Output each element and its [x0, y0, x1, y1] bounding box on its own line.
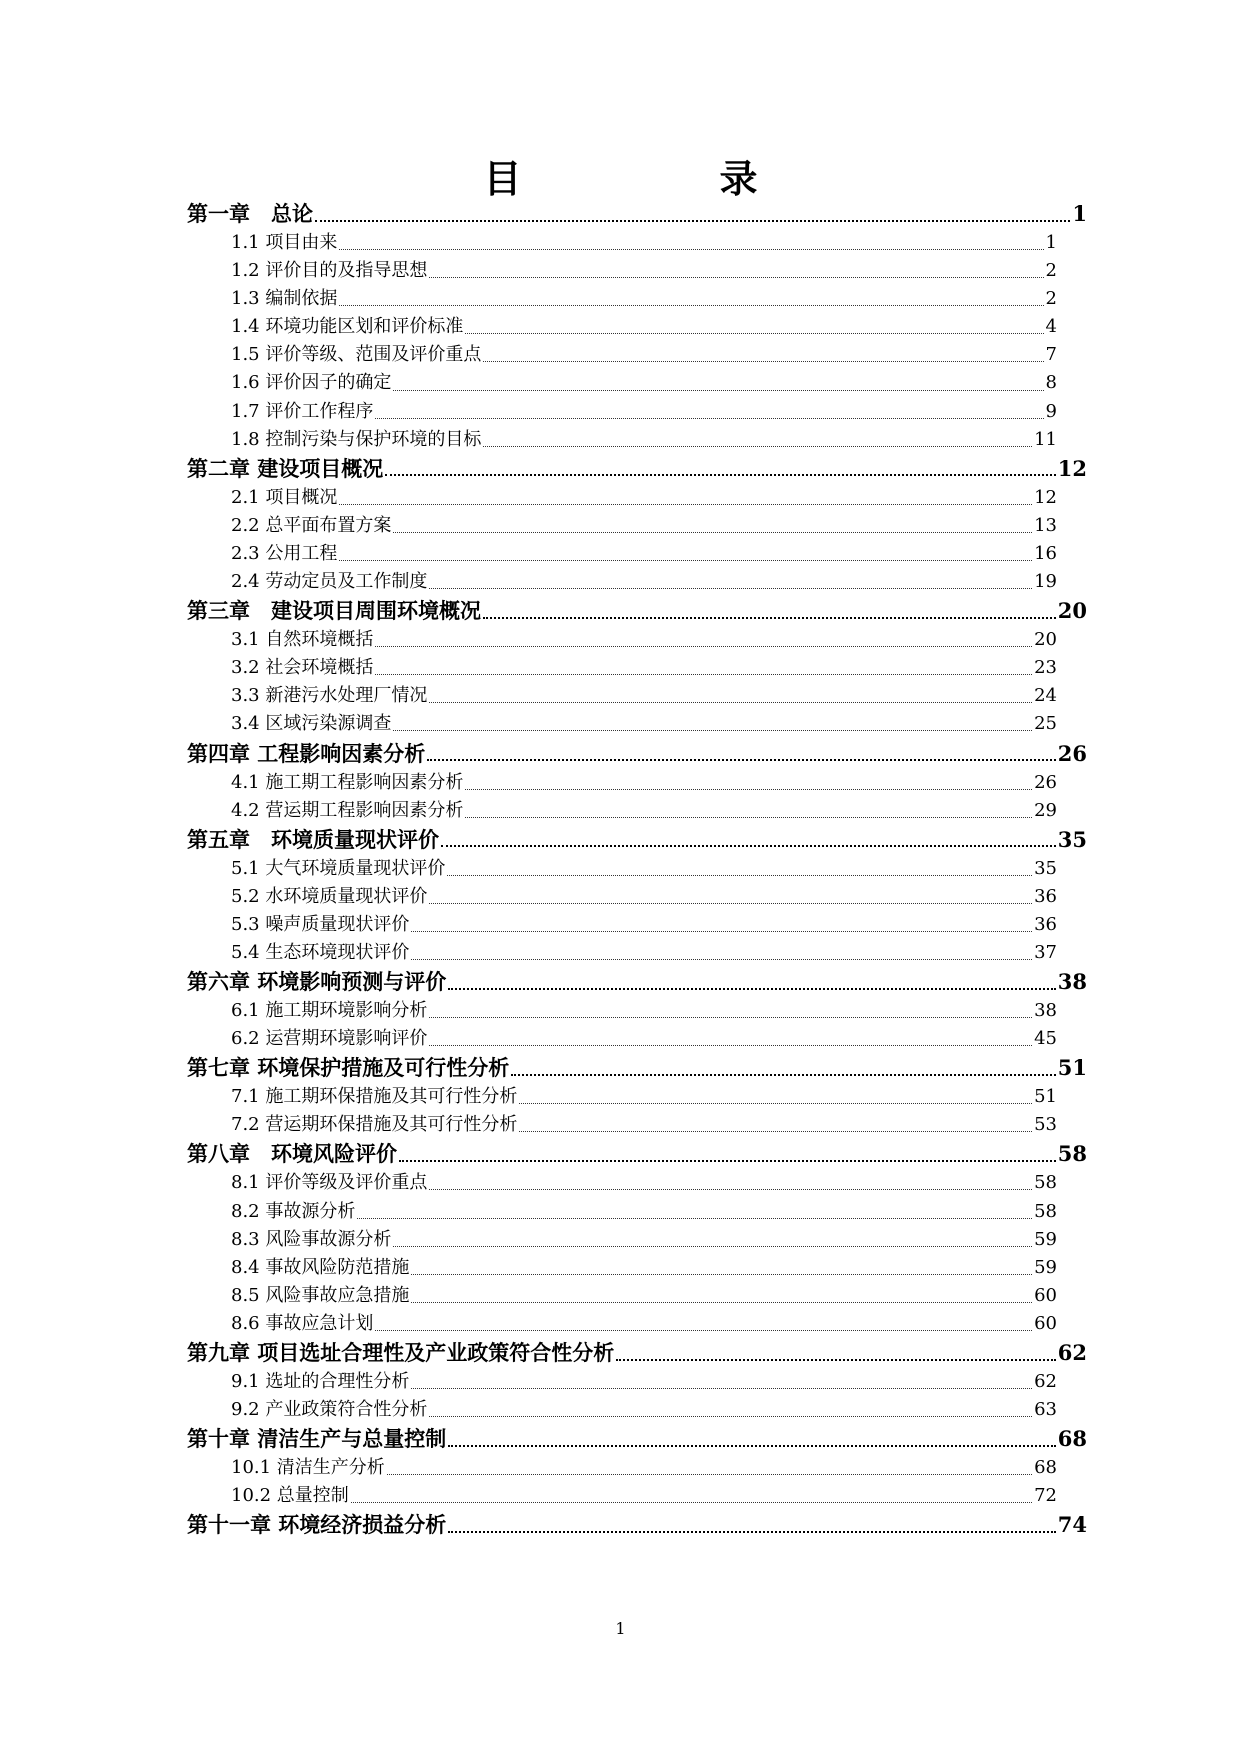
toc-dot-leader: [375, 645, 1032, 647]
toc-dot-leader: [429, 1188, 1032, 1190]
toc-entry-label: 7.1 施工期环保措施及其可行性分析: [231, 1086, 518, 1108]
toc-entry-page: 4: [1045, 316, 1057, 338]
toc-dot-leader: [429, 587, 1032, 589]
toc-dot-leader: [411, 930, 1032, 932]
toc-entry-label: 4.2 营运期工程影响因素分析: [231, 799, 464, 821]
toc-section-entry[interactable]: [187, 540, 1087, 568]
toc-dot-leader: [351, 1501, 1032, 1503]
toc-chapter-entry[interactable]: [187, 1424, 1087, 1454]
toc-dot-leader: [519, 1130, 1032, 1132]
toc-dot-leader: [429, 276, 1043, 278]
toc-dot-leader: [465, 332, 1043, 334]
toc-section-entry[interactable]: [187, 654, 1087, 682]
toc-dot-leader: [393, 531, 1032, 533]
toc-dot-leader: [315, 219, 1070, 222]
toc-dot-leader: [465, 788, 1032, 790]
toc-dot-leader: [385, 473, 1055, 476]
toc-dot-leader: [393, 729, 1032, 731]
toc-dot-leader: [375, 417, 1043, 419]
toc-entry-label: 1.2 评价目的及指导思想: [231, 260, 428, 282]
toc-entry-label: 5.1 大气环境质量现状评价: [231, 857, 446, 879]
toc-entry-page: 45: [1034, 1028, 1057, 1050]
toc-entry-page: 62: [1034, 1371, 1057, 1392]
toc-section-entry[interactable]: [187, 1111, 1087, 1139]
toc-entry-label: 9.2 产业政策符合性分析: [231, 1399, 428, 1421]
toc-dot-leader: [448, 1444, 1055, 1447]
toc-section-entry[interactable]: [187, 1310, 1087, 1338]
toc-section-entry[interactable]: [187, 855, 1087, 883]
toc-entry-page: 59: [1034, 1228, 1057, 1250]
toc-entry-label: 1.8 控制污染与保护环境的目标: [231, 428, 482, 450]
toc-entry-page: 12: [1034, 486, 1057, 508]
toc-section-entry[interactable]: [187, 997, 1087, 1025]
toc-section-entry[interactable]: [187, 1025, 1087, 1053]
toc-dot-leader: [339, 304, 1043, 306]
toc-section-entry[interactable]: [187, 1282, 1087, 1310]
toc-entry-label: 3.3 新港污水处理厂情况: [231, 685, 428, 707]
toc-dot-leader: [519, 1102, 1032, 1104]
toc-section-entry[interactable]: [187, 769, 1087, 797]
toc-entry-page: 72: [1034, 1485, 1057, 1507]
toc-chapter-entry[interactable]: [187, 454, 1087, 484]
toc-entry-label: 第九章 项目选址合理性及产业政策符合性分析: [187, 1341, 615, 1365]
toc-chapter-entry[interactable]: [187, 825, 1087, 855]
toc-entry-label: 1.7 评价工作程序: [231, 400, 374, 422]
toc-section-entry[interactable]: [187, 512, 1087, 540]
toc-entry-page: 7: [1045, 344, 1057, 366]
toc-entry-page: 63: [1034, 1399, 1057, 1421]
toc-dot-leader: [411, 1301, 1032, 1303]
toc-entry-label: 2.2 总平面布置方案: [231, 514, 392, 536]
toc-entry-label: 1.6 评价因子的确定: [231, 372, 392, 394]
toc-section-entry[interactable]: [187, 568, 1087, 596]
toc-dot-leader: [483, 445, 1032, 447]
toc-section-entry[interactable]: [187, 313, 1087, 341]
toc-dot-leader: [411, 1273, 1032, 1275]
toc-entry-page: 36: [1034, 913, 1057, 935]
toc-section-entry[interactable]: [187, 1396, 1087, 1424]
toc-entry-label: 6.2 运营期环境影响评价: [231, 1028, 428, 1050]
toc-dot-leader: [393, 1245, 1032, 1247]
toc-entry-label: 10.1 清洁生产分析: [231, 1457, 385, 1479]
toc-entry-label: 6.1 施工期环境影响分析: [231, 1000, 428, 1022]
toc-entry-label: 3.1 自然环境概括: [231, 629, 374, 651]
toc-chapter-entry[interactable]: [187, 739, 1087, 769]
toc-entry-page: 29: [1034, 799, 1057, 821]
toc-dot-leader: [448, 1530, 1055, 1533]
toc-chapter-entry[interactable]: [187, 1139, 1087, 1169]
toc-entry-page: 68: [1057, 1426, 1087, 1452]
toc-dot-leader: [387, 1473, 1032, 1475]
toc-section-entry[interactable]: [187, 797, 1087, 825]
toc-dot-leader: [429, 1016, 1032, 1018]
toc-dot-leader: [429, 902, 1032, 904]
toc-entry-label: 7.2 营运期环保措施及其可行性分析: [231, 1114, 518, 1136]
toc-section-entry[interactable]: [187, 883, 1087, 911]
toc-entry-page: 38: [1057, 969, 1087, 995]
toc-entry-label: 第二章 建设项目概况: [187, 456, 384, 481]
toc-entry-page: 2: [1045, 288, 1057, 310]
toc-section-entry[interactable]: [187, 939, 1087, 967]
toc-entry-page: 35: [1057, 826, 1087, 852]
toc-dot-leader: [616, 1358, 1055, 1361]
toc-entry-label: 8.4 事故风险防范措施: [231, 1256, 410, 1278]
toc-entry-page: 58: [1057, 1141, 1087, 1167]
toc-entry-label: 第五章 环境质量现状评价: [187, 827, 439, 852]
toc-entry-label: 8.1 评价等级及评价重点: [231, 1172, 428, 1194]
toc-entry-label: 第四章 工程影响因素分析: [187, 741, 426, 766]
toc-section-entry[interactable]: [187, 1083, 1087, 1111]
toc-entry-page: 37: [1034, 941, 1057, 963]
toc-entry-label: 第七章 环境保护措施及可行性分析: [187, 1056, 510, 1081]
toc-entry-page: 16: [1034, 542, 1057, 564]
toc-section-entry[interactable]: [187, 626, 1087, 654]
toc-entry-page: 58: [1034, 1200, 1057, 1222]
toc-dot-leader: [357, 1217, 1032, 1219]
toc-entry-label: 2.1 项目概况: [231, 486, 338, 508]
toc-chapter-entry[interactable]: [187, 596, 1087, 626]
page-number: 1: [615, 1619, 626, 1638]
toc-entry-label: 1.4 环境功能区划和评价标准: [231, 316, 464, 338]
toc-entry-page: 35: [1034, 857, 1057, 879]
toc-dot-leader: [429, 1044, 1032, 1046]
toc-entry-label: 5.4 生态环境现状评价: [231, 941, 410, 963]
toc-section-entry[interactable]: [187, 426, 1087, 454]
toc-entry-page: 74: [1057, 1512, 1087, 1538]
toc-dot-leader: [483, 616, 1056, 619]
toc-chapter-entry[interactable]: [187, 199, 1087, 229]
toc-entry-page: 1: [1045, 232, 1057, 253]
toc-entry-label: 8.2 事故源分析: [231, 1200, 356, 1222]
toc-section-entry[interactable]: [187, 484, 1087, 512]
toc-dot-leader: [483, 360, 1043, 362]
toc-entry-page: 53: [1034, 1114, 1057, 1136]
toc-section-entry[interactable]: [187, 1226, 1087, 1254]
toc-entry-page: 51: [1034, 1086, 1057, 1108]
toc-entry-label: 10.2 总量控制: [231, 1485, 349, 1507]
toc-entry-page: 19: [1034, 571, 1057, 593]
toc-entry-page: 51: [1057, 1055, 1087, 1081]
toc-entry-page: 11: [1034, 428, 1057, 450]
toc-dot-leader: [511, 1073, 1055, 1076]
toc-section-entry[interactable]: [187, 398, 1087, 426]
toc-chapter-entry[interactable]: [187, 1053, 1087, 1083]
toc-dot-leader: [393, 389, 1043, 391]
toc-dot-leader: [465, 816, 1032, 818]
toc-entry-page: 59: [1034, 1256, 1057, 1278]
toc-section-entry[interactable]: [187, 1198, 1087, 1226]
toc-section-entry[interactable]: [187, 710, 1087, 738]
toc-section-entry[interactable]: [187, 285, 1087, 313]
toc-section-entry[interactable]: [187, 229, 1087, 257]
toc-section-entry[interactable]: [187, 1454, 1087, 1482]
toc-entry-page: 20: [1034, 629, 1057, 651]
toc-entry-page: 20: [1057, 598, 1087, 624]
toc-entry-label: 2.3 公用工程: [231, 542, 338, 564]
toc-entry-page: 25: [1034, 713, 1057, 735]
toc-entry-label: 第十章 清洁生产与总量控制: [187, 1427, 447, 1452]
toc-dot-leader: [375, 1329, 1032, 1331]
toc-entry-page: 26: [1057, 740, 1087, 766]
toc-section-entry[interactable]: [187, 369, 1087, 397]
page-title: 目 录: [483, 157, 838, 201]
toc-section-entry[interactable]: [187, 341, 1087, 369]
toc-entry-label: 3.4 区域污染源调查: [231, 713, 392, 735]
toc-entry-label: 第一章 总论: [187, 202, 313, 226]
toc-chapter-entry[interactable]: [187, 967, 1087, 997]
toc-entry-page: 9: [1045, 400, 1057, 422]
toc-entry-label: 1.5 评价等级、范围及评价重点: [231, 344, 482, 366]
toc-entry-page: 36: [1034, 885, 1057, 907]
toc-entry-label: 1.3 编制依据: [231, 288, 338, 310]
toc-entry-label: 5.2 水环境质量现状评价: [231, 885, 428, 907]
toc-section-entry[interactable]: [187, 257, 1087, 285]
toc-entry-label: 第六章 环境影响预测与评价: [187, 970, 447, 995]
toc-entry-page: 8: [1045, 372, 1057, 394]
toc-dot-leader: [447, 874, 1032, 876]
toc-dot-leader: [427, 758, 1055, 761]
toc-section-entry[interactable]: [187, 1482, 1087, 1510]
toc-entry-label: 第三章 建设项目周围环境概况: [187, 599, 481, 624]
toc-chapter-entry[interactable]: [187, 1338, 1087, 1368]
toc-dot-leader: [399, 1159, 1056, 1162]
table-of-contents: [187, 199, 1087, 1540]
toc-entry-page: 2: [1045, 260, 1057, 282]
toc-dot-leader: [375, 673, 1032, 675]
toc-entry-label: 第十一章 环境经济损益分析: [187, 1513, 447, 1538]
toc-entry-page: 60: [1034, 1284, 1057, 1306]
toc-chapter-entry[interactable]: [187, 1510, 1087, 1540]
toc-entry-label: 8.5 风险事故应急措施: [231, 1284, 410, 1306]
toc-dot-leader: [411, 958, 1032, 960]
toc-entry-page: 24: [1034, 685, 1057, 707]
toc-entry-label: 4.1 施工期工程影响因素分析: [231, 771, 464, 793]
toc-entry-page: 26: [1034, 771, 1057, 793]
toc-dot-leader: [441, 844, 1056, 847]
toc-entry-label: 8.3 风险事故源分析: [231, 1228, 392, 1250]
toc-section-entry[interactable]: [187, 1169, 1087, 1197]
toc-entry-label: 第八章 环境风险评价: [187, 1142, 397, 1167]
toc-entry-label: 9.1 选址的合理性分析: [231, 1371, 410, 1392]
toc-dot-leader: [448, 987, 1055, 990]
toc-section-entry[interactable]: [187, 682, 1087, 710]
toc-entry-page: 62: [1057, 1340, 1087, 1365]
toc-entry-label: 8.6 事故应急计划: [231, 1312, 374, 1334]
toc-entry-page: 38: [1034, 1000, 1057, 1022]
toc-entry-page: 58: [1034, 1172, 1057, 1194]
toc-entry-page: 12: [1057, 455, 1087, 481]
toc-dot-leader: [339, 503, 1032, 505]
toc-dot-leader: [429, 1415, 1032, 1417]
toc-entry-label: 5.3 噪声质量现状评价: [231, 913, 410, 935]
toc-entry-page: 60: [1034, 1312, 1057, 1334]
toc-dot-leader: [411, 1387, 1032, 1389]
toc-entry-label: 3.2 社会环境概括: [231, 657, 374, 679]
toc-section-entry[interactable]: [187, 1368, 1087, 1396]
toc-dot-leader: [339, 559, 1032, 561]
toc-entry-page: 68: [1034, 1457, 1057, 1479]
toc-dot-leader: [429, 701, 1032, 703]
toc-entry-page: 23: [1034, 657, 1057, 679]
toc-section-entry[interactable]: [187, 1254, 1087, 1282]
toc-entry-page: 13: [1034, 514, 1057, 536]
toc-section-entry[interactable]: [187, 911, 1087, 939]
toc-entry-page: 1: [1072, 201, 1087, 226]
toc-dot-leader: [339, 248, 1043, 250]
toc-entry-label: 2.4 劳动定员及工作制度: [231, 571, 428, 593]
toc-entry-label: 1.1 项目由来: [231, 232, 338, 253]
